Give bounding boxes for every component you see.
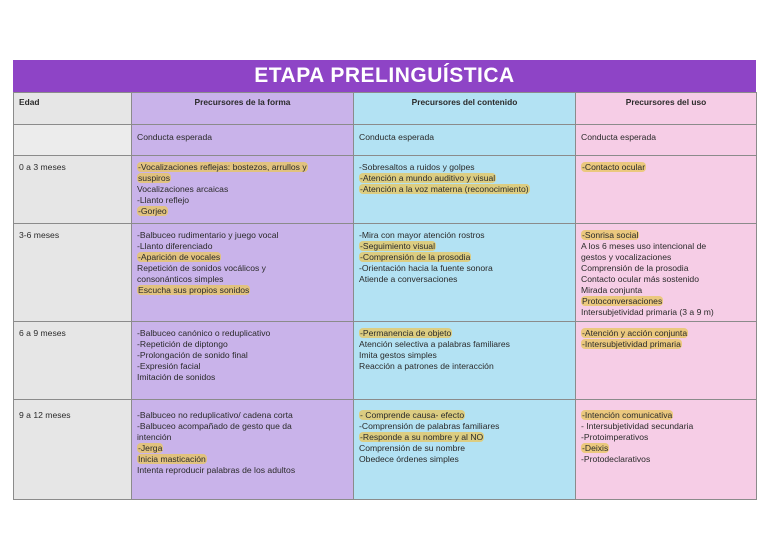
chart-sheet [13, 60, 756, 484]
highlighted-item [581, 162, 751, 173]
expected-age-cell [14, 125, 132, 156]
highlighted-item [359, 173, 570, 184]
item-text: Atiende a conversaciones [359, 274, 458, 284]
highlighted-item [359, 184, 570, 195]
item-text: Comprensión de la prosodia [581, 263, 689, 273]
highlighted-item [137, 285, 348, 296]
expected-row [14, 125, 757, 156]
list-item [137, 230, 348, 241]
expected-uso: Conducta esperada [576, 125, 757, 156]
list-item [581, 421, 751, 432]
item-text: -Permanencia de objeto [360, 328, 452, 338]
list-item [137, 263, 348, 274]
age-cell: 0 a 3 meses [14, 156, 132, 224]
list-item [581, 285, 751, 296]
list-item [359, 421, 570, 432]
item-text: -Mira con mayor atención rostros [359, 230, 485, 240]
highlighted-item [581, 230, 751, 241]
highlighted-item [581, 410, 751, 421]
expected-contenido: Conducta esperada [354, 125, 576, 156]
table-row [14, 156, 757, 224]
highlighted-item [359, 410, 570, 421]
highlighted-item [581, 328, 751, 339]
item-text: Obedece órdenes simples [359, 454, 459, 464]
list-item [581, 252, 751, 263]
item-text: Escucha sus propios sonidos [138, 285, 250, 295]
item-text: -Balbuceo no reduplicativo/ cadena corta [137, 410, 293, 420]
item-text: -Atención y acción conjunta [582, 328, 688, 338]
item-text: -Aparición de vocales [138, 252, 221, 262]
highlighted-item [137, 443, 348, 454]
highlighted-item [581, 339, 751, 350]
item-text: -Deixis [582, 443, 609, 453]
highlighted-item [581, 296, 751, 307]
list-item [137, 421, 348, 432]
highlighted-item [137, 162, 348, 173]
item-text: intención [137, 432, 172, 442]
list-item [581, 241, 751, 252]
item-text: -Orientación hacia la fuente sonora [359, 263, 493, 273]
item-text: -Sonrisa social [582, 230, 639, 240]
item-text: -Atención a la voz materna (reconocimiento) [360, 184, 529, 194]
list-item [581, 307, 751, 318]
highlighted-item [359, 241, 570, 252]
header-contenido: Precursores del contenido [354, 93, 576, 125]
list-item [137, 274, 348, 285]
uso-cell [576, 156, 757, 224]
item-text: -Comprensión de palabras familiares [359, 421, 500, 431]
forma-cell [132, 400, 354, 500]
forma-cell [132, 156, 354, 224]
highlighted-item [137, 454, 348, 465]
stage-table [13, 92, 757, 500]
list-item [137, 350, 348, 361]
item-text: Reacción a patrones de interacción [359, 361, 494, 371]
item-text: Imitación de sonidos [137, 372, 216, 382]
list-item [581, 454, 751, 465]
item-text: Comprensión de su nombre [359, 443, 466, 453]
item-text: Mirada conjunta [581, 285, 643, 295]
table-row [14, 224, 757, 322]
item-text: Protoconversaciones [582, 296, 663, 306]
contenido-cell [354, 224, 576, 322]
list-item [137, 465, 348, 476]
item-text: -Seguimiento visual [360, 241, 435, 251]
item-text: suspiros [138, 173, 170, 183]
item-text: Contacto ocular más sostenido [581, 274, 699, 284]
age-cell: 9 a 12 meses [14, 400, 132, 500]
item-text: A los 6 meses uso intencional de [581, 241, 707, 251]
list-item [359, 443, 570, 454]
list-item [359, 350, 570, 361]
item-text: - Intersubjetividad secundaria [581, 421, 694, 431]
list-item [137, 432, 348, 443]
item-text: Intersubjetividad primaria (3 a 9 m) [581, 307, 714, 317]
item-text: -Repetición de diptongo [137, 339, 228, 349]
item-text: -Atención a mundo auditivo y visual [360, 173, 496, 183]
item-text: -Jerga [138, 443, 163, 453]
highlighted-item [359, 252, 570, 263]
age-cell: 3-6 meses [14, 224, 132, 322]
table-title: ETAPA PRELINGUÍSTICA [13, 60, 756, 92]
list-item [359, 162, 570, 173]
header-uso: Precursores del uso [576, 93, 757, 125]
forma-cell [132, 224, 354, 322]
list-item [359, 230, 570, 241]
list-item [581, 274, 751, 285]
item-text: Inicia masticación [138, 454, 206, 464]
contenido-cell [354, 400, 576, 500]
item-text: -Expresión facial [137, 361, 201, 371]
list-item [359, 361, 570, 372]
list-item [137, 328, 348, 339]
age-cell: 6 a 9 meses [14, 322, 132, 400]
list-item [581, 432, 751, 443]
list-item [137, 361, 348, 372]
item-text: - Comprende causa- efecto [360, 410, 465, 420]
highlighted-item [137, 206, 348, 217]
item-text: -Balbuceo rudimentario y juego vocal [137, 230, 279, 240]
item-text: -Llanto reflejo [137, 195, 190, 205]
header-forma: Precursores de la forma [132, 93, 354, 125]
item-text: Intenta reproducir palabras de los adultos [137, 465, 296, 475]
uso-cell [576, 224, 757, 322]
list-item [137, 241, 348, 252]
item-text: Imita gestos simples [359, 350, 437, 360]
contenido-cell [354, 156, 576, 224]
header-row [14, 93, 757, 125]
item-text: -Protodeclarativos [581, 454, 651, 464]
item-text: -Balbuceo acompañado de gesto que da [137, 421, 292, 431]
item-text: Repetición de sonidos vocálicos y [137, 263, 266, 273]
list-item [359, 274, 570, 285]
header-age: Edad [14, 93, 132, 125]
uso-cell [576, 400, 757, 500]
item-text: consonánticos simples [137, 274, 224, 284]
item-text: gestos y vocalizaciones [581, 252, 672, 262]
highlighted-item [137, 252, 348, 263]
item-text: -Intención comunicativa [582, 410, 673, 420]
item-text: Atención selectiva a palabras familiares [359, 339, 510, 349]
highlighted-item [581, 443, 751, 454]
item-text: -Vocalizaciones reflejas: bostezos, arrullos y [138, 162, 307, 172]
item-text: -Balbuceo canónico o reduplicativo [137, 328, 271, 338]
item-text: -Contacto ocular [582, 162, 646, 172]
item-text: -Sobresaltos a ruidos y golpes [359, 162, 475, 172]
list-item [359, 339, 570, 350]
table-row [14, 400, 757, 500]
list-item [137, 372, 348, 383]
highlighted-item [359, 328, 570, 339]
list-item [359, 454, 570, 465]
item-text: -Prolongación de sonido final [137, 350, 248, 360]
highlighted-item [137, 173, 348, 184]
item-text: -Llanto diferenciado [137, 241, 213, 251]
highlighted-item [359, 432, 570, 443]
list-item [137, 410, 348, 421]
item-text: -Protoimperativos [581, 432, 649, 442]
expected-forma: Conducta esperada [132, 125, 354, 156]
list-item [359, 263, 570, 274]
list-item [581, 263, 751, 274]
contenido-cell [354, 322, 576, 400]
forma-cell [132, 322, 354, 400]
list-item [137, 195, 348, 206]
list-item [137, 184, 348, 195]
table-row [14, 322, 757, 400]
uso-cell [576, 322, 757, 400]
item-text: Vocalizaciones arcaicas [137, 184, 229, 194]
list-item [137, 339, 348, 350]
item-text: -Comprensión de la prosodia [360, 252, 471, 262]
item-text: -Intersubjetividad primaria [582, 339, 681, 349]
item-text: -Responde a su nombre y al NO [360, 432, 484, 442]
item-text: -Gorjeo [138, 206, 167, 216]
